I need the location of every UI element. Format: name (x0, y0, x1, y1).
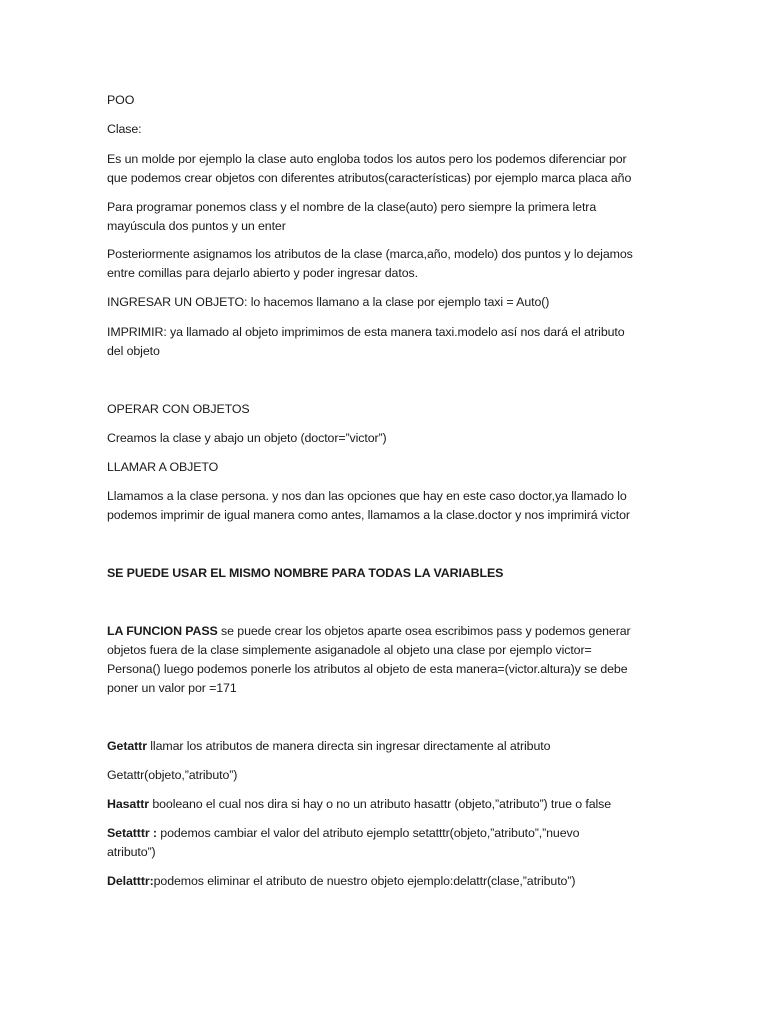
paragraph-line: Para programar ponemos class y el nombre de la clase(auto) pero siempre la primera letra (107, 200, 597, 214)
term-hasattr: Hasattr (107, 797, 149, 811)
paragraph-line: Posteriormente asignamos los atributos de la clase (marca,año, modelo) dos puntos y lo dejamos (107, 247, 633, 261)
term-description: booleano el cual nos dira si hay o no un atributo hasattr (objeto,”atributo”) true o false (149, 797, 612, 811)
bold-heading-mismo-nombre: SE PUEDE USAR EL MISMO NOMBRE PARA TODAS LA VARIABLES (107, 566, 504, 580)
paragraph-line: del objeto (107, 344, 160, 358)
paragraph-line: atributo”) (107, 845, 156, 859)
term-getattr: Getattr (107, 739, 147, 753)
paragraph-line: Creamos la clase y abajo un objeto (doctor=”victor”) (107, 431, 387, 445)
paragraph-line: INGRESAR UN OBJETO: lo hacemos llamano a la clase por ejemplo taxi = Auto() (107, 295, 550, 309)
paragraph-line: que podemos crear objetos con diferentes atributos(características) por ejemplo marca placa año (107, 171, 632, 185)
paragraph-line: poner un valor por =171 (107, 681, 237, 695)
section-heading-clase: Clase: (107, 122, 142, 136)
paragraph-line (107, 824, 579, 843)
paragraph-line: objetos fuera de la clase simplemente asiganadole al objeto una clase por ejemplo victor= (107, 643, 592, 657)
term-description: llamar los atributos de manera directa sin ingresar directamente al atributo (146, 739, 551, 753)
paragraph-line: Llamamos a la clase persona. y nos dan las opciones que hay en este caso doctor,ya llamado lo (107, 489, 627, 503)
term-setattr: Setatttr : (107, 826, 157, 840)
paragraph-line (107, 622, 631, 641)
section-heading-llamar: LLAMAR A OBJETO (107, 460, 219, 474)
paragraph-line: IMPRIMIR: ya llamado al objeto imprimimos de esta manera taxi.modelo así nos dará el atributo (107, 325, 625, 339)
paragraph-line: Persona() luego podemos ponerle los atributos al objeto de esta manera=(victor.altura)y se debe (107, 662, 628, 676)
paragraph-line: Getattr(objeto,”atributo”) (107, 768, 238, 782)
term-description: se puede crear los objetos aparte osea escribimos pass y podemos generar (217, 624, 631, 638)
section-heading-operar: OPERAR CON OBJETOS (107, 402, 250, 416)
paragraph-line: Es un molde por ejemplo la clase auto engloba todos los autos pero los podemos diferenciar por (107, 152, 627, 166)
paragraph-line: entre comillas para dejarlo abierto y poder ingresar datos. (107, 266, 418, 280)
term-delattr: Delatttr: (107, 874, 154, 888)
paragraph-line (107, 795, 611, 814)
paragraph-line (107, 872, 575, 891)
doc-title: POO (107, 93, 135, 107)
term-description: podemos eliminar el atributo de nuestro objeto ejemplo:delattr(clase,”atributo”) (153, 874, 576, 888)
paragraph-line: mayúscula dos puntos y un enter (107, 219, 286, 233)
term-description: podemos cambiar el valor del atributo ejemplo setatttr(objeto,”atributo”,”nuevo (156, 826, 580, 840)
paragraph-line (107, 737, 550, 756)
paragraph-line: podemos imprimir de igual manera como antes, llamamos a la clase.doctor y nos imprimirá victor (107, 508, 630, 522)
term-pass: LA FUNCION PASS (107, 624, 218, 638)
